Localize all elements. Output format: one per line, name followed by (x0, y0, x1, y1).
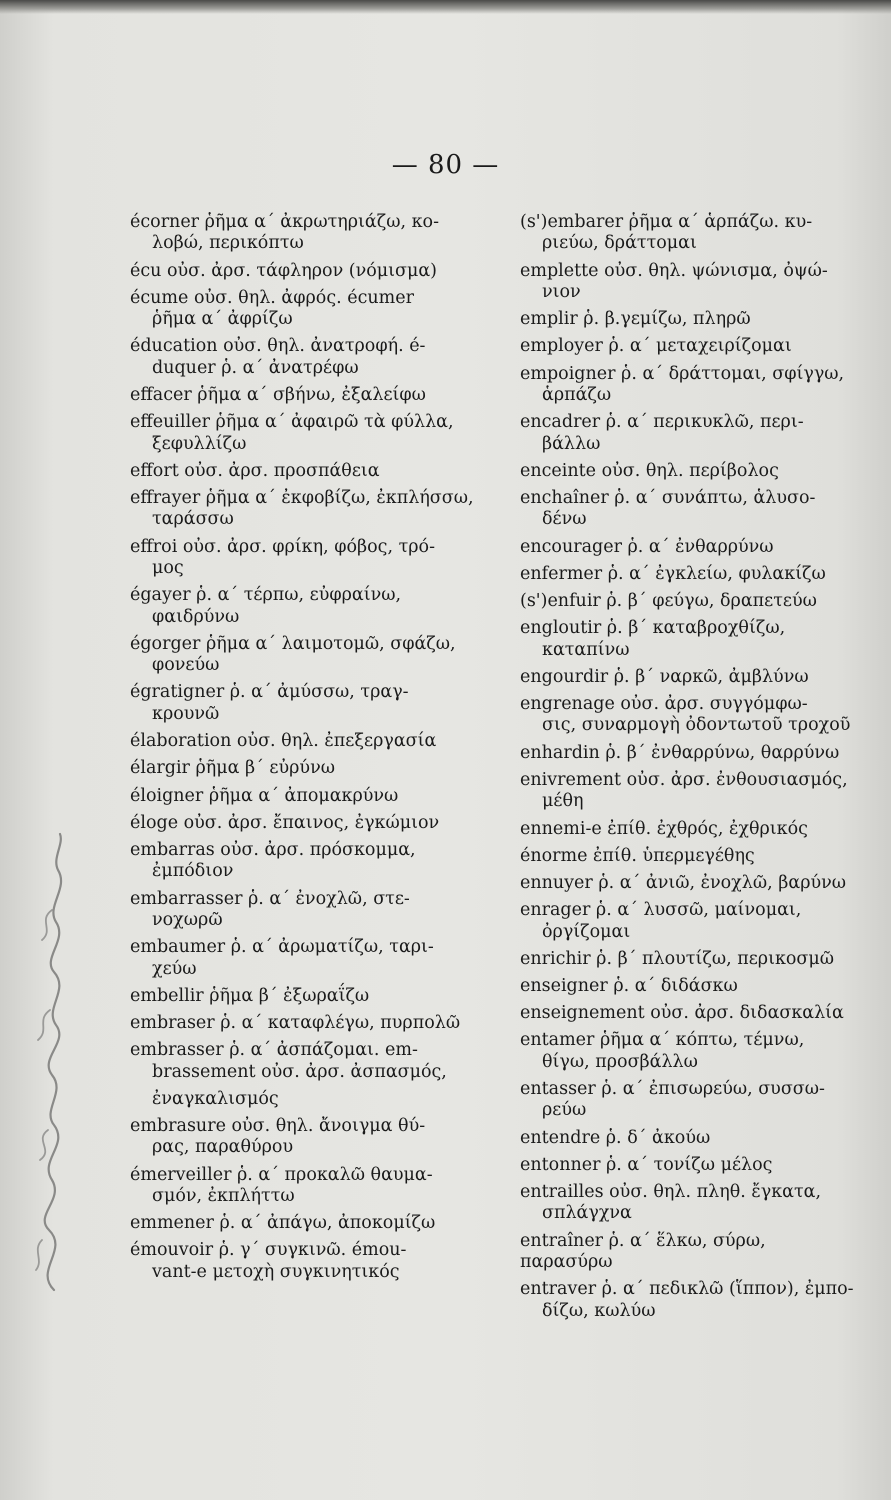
entry-headline: enrichir ῥ. β΄ πλουτίζω, περικοσμῶ (520, 948, 835, 969)
dictionary-entry (130, 1013, 485, 1034)
dictionary-entry (520, 1182, 860, 1225)
dictionary-entry (130, 488, 485, 531)
dictionary-entry (130, 634, 485, 677)
entry-headline: entendre ῥ. δ΄ ἀκούω (520, 1127, 711, 1148)
entry-headline: entraîner ῥ. α΄ ἕλκω, σύρω, παρασύρω (520, 1230, 766, 1272)
dictionary-entry (520, 1003, 860, 1024)
dictionary-entry (130, 682, 485, 725)
entry-headline: embaumer ῥ. α΄ ἀρωματίζω, ταρι- (130, 937, 434, 958)
entry-continuation: ξεφυλλίζω (152, 433, 247, 454)
entry-headline: embraser ῥ. α΄ καταφλέγω, πυρπολῶ (130, 1012, 461, 1033)
entry-continuation: νιον (542, 282, 581, 303)
dictionary-entry (130, 1040, 485, 1083)
entry-headline: effort οὐσ. ἀρσ. προσπάθεια (130, 460, 380, 481)
dictionary-entry (520, 667, 860, 688)
entry-continuation: σπλάγχνα (542, 1203, 632, 1224)
handwriting-scribble-icon (14, 830, 94, 1300)
right-column (520, 212, 860, 1328)
dictionary-entry (520, 846, 860, 867)
dictionary-entry (520, 1155, 860, 1176)
entry-headline: enseigner ῥ. α΄ διδάσκω (520, 975, 738, 996)
entry-headline: empoigner ῥ. α΄ δράττομαι, σφίγγω, (520, 363, 845, 384)
entry-headline: embarrasser ῥ. α΄ ἐνοχλῶ, στε- (130, 888, 410, 909)
dictionary-entry (520, 694, 860, 737)
entry-headline: embarras οὐσ. ἀρσ. πρόσκομμα, (130, 839, 416, 860)
dictionary-entry (130, 1213, 485, 1234)
entry-continuation: vant-e μετοχὴ συγκινητικός (152, 1261, 400, 1282)
dictionary-entry (520, 591, 860, 612)
dictionary-entry (520, 309, 860, 330)
entry-headline: emplette οὐσ. θηλ. ψώνισμα, ὀψώ- (520, 260, 828, 281)
dictionary-entry (520, 364, 860, 407)
dictionary-entry (130, 1165, 485, 1208)
entry-headline: égorger ῥῆμα α΄ λαιμοτομῶ, σφάζω, (130, 633, 456, 654)
dictionary-entry (130, 758, 485, 779)
dictionary-entry (130, 261, 485, 282)
entry-headline: (s')embarer ῥῆμα α΄ ἁρπάζω. κυ- (520, 212, 813, 232)
entry-headline: embrasure οὐσ. θηλ. ἄνοιγμα θύ- (130, 1115, 426, 1136)
entry-headline: effroi οὐσ. ἀρσ. φρίκη, φόβος, τρό- (130, 536, 436, 557)
entry-headline: égayer ῥ. α΄ τέρπω, εὐφραίνω, (130, 585, 402, 606)
dictionary-entry (520, 1231, 860, 1274)
dictionary-entry (520, 743, 860, 764)
entry-headline: élargir ῥῆμα β΄ εὐρύνω (130, 758, 335, 779)
entry-headline: employer ῥ. α΄ μεταχειρίζομαι (520, 336, 792, 357)
entry-headline: embellir ῥῆμα β΄ ἐξωραΐζω (130, 985, 370, 1006)
dictionary-entry (130, 731, 485, 752)
entry-headline: enrager ῥ. α΄ λυσσῶ, μαίνομαι, (520, 900, 802, 921)
dictionary-entry (520, 618, 860, 661)
entry-continuation: λοβώ, περικόπτω (152, 233, 304, 254)
entry-headline: enhardin ῥ. β΄ ἐνθαρρύνω, θαρρύνω (520, 742, 840, 763)
page-number: — 80 — (391, 150, 500, 180)
entry-continuation: φονεύω (152, 655, 220, 676)
dictionary-entry (130, 813, 485, 834)
entry-continuation: μος (152, 558, 184, 579)
entry-continuation: σμόν, ἐκπλήττω (152, 1185, 295, 1206)
entry-continuation: δένω (542, 509, 587, 530)
entry-continuation: φαιδρύνω (152, 606, 240, 627)
entry-continuation: κρουνῶ (152, 703, 220, 724)
entry-headline: effacer ῥῆμα α΄ σβήνω, ἐξαλείφω (130, 385, 426, 406)
dictionary-entry (520, 537, 860, 558)
entry-continuation: ριεύω, δράττομαι (542, 233, 697, 254)
dictionary-entry (520, 976, 860, 997)
dictionary-entry (520, 488, 860, 531)
entry-headline: écu οὐσ. ἀρσ. τάφληρον (νόμισμα) (130, 260, 437, 281)
dictionary-entry (520, 770, 860, 813)
dictionary-entry (130, 937, 485, 980)
entry-headline: (s')enfuir ῥ. β΄ φεύγω, δραπετεύω (520, 591, 817, 612)
entry-continuation: δίζω, κωλύω (542, 1300, 656, 1321)
entry-headline: éloigner ῥῆμα α΄ ἀπομακρύνω (130, 785, 399, 806)
dictionary-entry (130, 288, 485, 331)
entry-headline: enceinte οὐσ. θηλ. περίβολος (520, 460, 779, 481)
dictionary-entry (520, 873, 860, 894)
entry-headline: engourdir ῥ. β΄ ναρκῶ, ἀμβλύνω (520, 666, 809, 687)
entry-headline: emmener ῥ. α΄ ἀπάγω, ἀποκομίζω (130, 1213, 436, 1234)
dictionary-entry (130, 385, 485, 406)
dictionary-entry (130, 1116, 485, 1159)
entry-continuation: μέθη (542, 791, 584, 812)
entry-continuation: ῥῆμα α΄ ἀφρίζω (152, 309, 293, 330)
dictionary-entry (130, 412, 485, 455)
entry-continuation: ταράσσω (152, 509, 234, 530)
dictionary-entry (520, 336, 860, 357)
entry-continuation: brassement οὐσ. ἀρσ. ἀσπασμός, (152, 1061, 447, 1082)
entry-headline: entasser ῥ. α΄ ἐπισωρεύω, συσσω- (520, 1078, 825, 1099)
dictionary-entry (520, 461, 860, 482)
entry-continuation: βάλλω (542, 433, 601, 454)
entry-headline: élaboration οὐσ. θηλ. ἐπεξεργασία (130, 731, 437, 752)
entry-continuation: καταπίνω (542, 639, 630, 660)
entry-continuation: νοχωρῶ (152, 909, 223, 930)
entry-headline: éloge οὐσ. ἀρσ. ἔπαινος, ἐγκώμιον (130, 812, 440, 833)
entry-continuation: σις, συναρμογὴ ὀδοντωτοῦ τροχοῦ (542, 715, 851, 736)
dictionary-entry (130, 585, 485, 628)
entry-continuation: ὀργίζομαι (542, 921, 631, 942)
entry-headline: enivrement οὐσ. ἀρσ. ἐνθουσιασμός, (520, 769, 848, 790)
dictionary-entry (520, 1030, 860, 1073)
entry-headline: écume οὐσ. θηλ. ἀφρός. écumer (130, 287, 414, 308)
entry-headline: entonner ῥ. α΄ τονίζω μέλος (520, 1154, 773, 1175)
entry-continuation: ρας, παραθύρου (152, 1137, 294, 1158)
entry-headline: entamer ῥῆμα α΄ κόπτω, τέμνω, (520, 1030, 805, 1051)
entry-headline: enseignement οὐσ. ἀρσ. διδασκαλία (520, 1003, 844, 1024)
dictionary-entry (520, 1128, 860, 1149)
dictionary-entry (130, 212, 485, 255)
entry-headline: effeuiller ῥῆμα α΄ ἀφαιρῶ τὰ φύλλα, (130, 412, 454, 433)
entry-headline: ennemi-e ἐπίθ. ἐχθρός, ἐχθρικός (520, 818, 808, 839)
entry-headline: embrasser ῥ. α΄ ἀσπάζομαι. em- (130, 1040, 418, 1061)
dictionary-entry (130, 840, 485, 883)
entry-headline: encadrer ῥ. α΄ περικυκλῶ, περι- (520, 412, 804, 433)
entry-headline: engloutir ῥ. β΄ καταβροχθίζω, (520, 618, 786, 639)
dictionary-entry (520, 412, 860, 455)
dictionary-entry (520, 949, 860, 970)
entry-headline: écorner ῥῆμα α΄ ἀκρωτηριάζω, κο- (130, 212, 439, 232)
entry-continuation: ἐναγκαλισμός (152, 1088, 279, 1109)
entry-continuation: duquer ῥ. α΄ ἀνατρέφω (152, 357, 359, 378)
dictionary-entry (130, 336, 485, 379)
dictionary-entry (520, 564, 860, 585)
entry-headline: encourager ῥ. α΄ ἐνθαρρύνω (520, 536, 774, 557)
entry-headline: égratigner ῥ. α΄ ἀμύσσω, τραγ- (130, 682, 409, 703)
left-column (130, 212, 485, 1289)
entry-headline: entrailles οὐσ. θηλ. πληθ. ἔγκατα, (520, 1181, 822, 1202)
dictionary-entry (130, 1089, 485, 1110)
dictionary-entry (130, 786, 485, 807)
page-top-edge (0, 0, 891, 14)
entry-headline: enchaîner ῥ. α΄ συνάπτω, ἁλυσο- (520, 488, 816, 509)
dictionary-entry (520, 819, 860, 840)
dictionary-entry (130, 461, 485, 482)
dictionary-entry (130, 537, 485, 580)
dictionary-entry (520, 900, 860, 943)
dictionary-entry (520, 212, 860, 255)
entry-continuation: ἁρπάζω (542, 385, 612, 406)
dictionary-entry (130, 986, 485, 1007)
entry-continuation: χεύω (152, 958, 197, 979)
entry-headline: entraver ῥ. α΄ πεδικλῶ (ἵππον), ἐμπο- (520, 1279, 854, 1300)
entry-headline: emplir ῥ. β.γεμίζω, πληρῶ (520, 309, 751, 330)
entry-headline: énorme ἐπίθ. ὑπερμεγέθης (520, 845, 755, 866)
entry-headline: enfermer ῥ. α΄ ἐγκλείω, φυλακίζω (520, 563, 826, 584)
entry-continuation: θίγω, προσβάλλω (542, 1051, 698, 1072)
entry-continuation: ἐμπόδιον (152, 861, 234, 882)
dictionary-entry (520, 1279, 860, 1322)
entry-headline: émouvoir ῥ. γ΄ συγκινῶ. émou- (130, 1240, 407, 1261)
handwritten-margin-note (14, 830, 94, 1300)
dictionary-entry (520, 261, 860, 304)
dictionary-entry (520, 1079, 860, 1122)
entry-headline: éducation οὐσ. θηλ. ἀνατροφή. é- (130, 336, 426, 357)
dictionary-entry (130, 1240, 485, 1283)
entry-headline: engrenage οὐσ. ἀρσ. συγγόμφω- (520, 694, 808, 715)
entry-headline: ennuyer ῥ. α΄ ἀνιῶ, ἐνοχλῶ, βαρύνω (520, 872, 847, 893)
entry-headline: effrayer ῥῆμα α΄ ἐκφοβίζω, ἐκπλήσσω, (130, 488, 474, 509)
dictionary-entry (130, 889, 485, 932)
entry-continuation: ρεύω (542, 1100, 587, 1121)
entry-headline: émerveiller ῥ. α΄ προκαλῶ θαυμα- (130, 1164, 433, 1185)
